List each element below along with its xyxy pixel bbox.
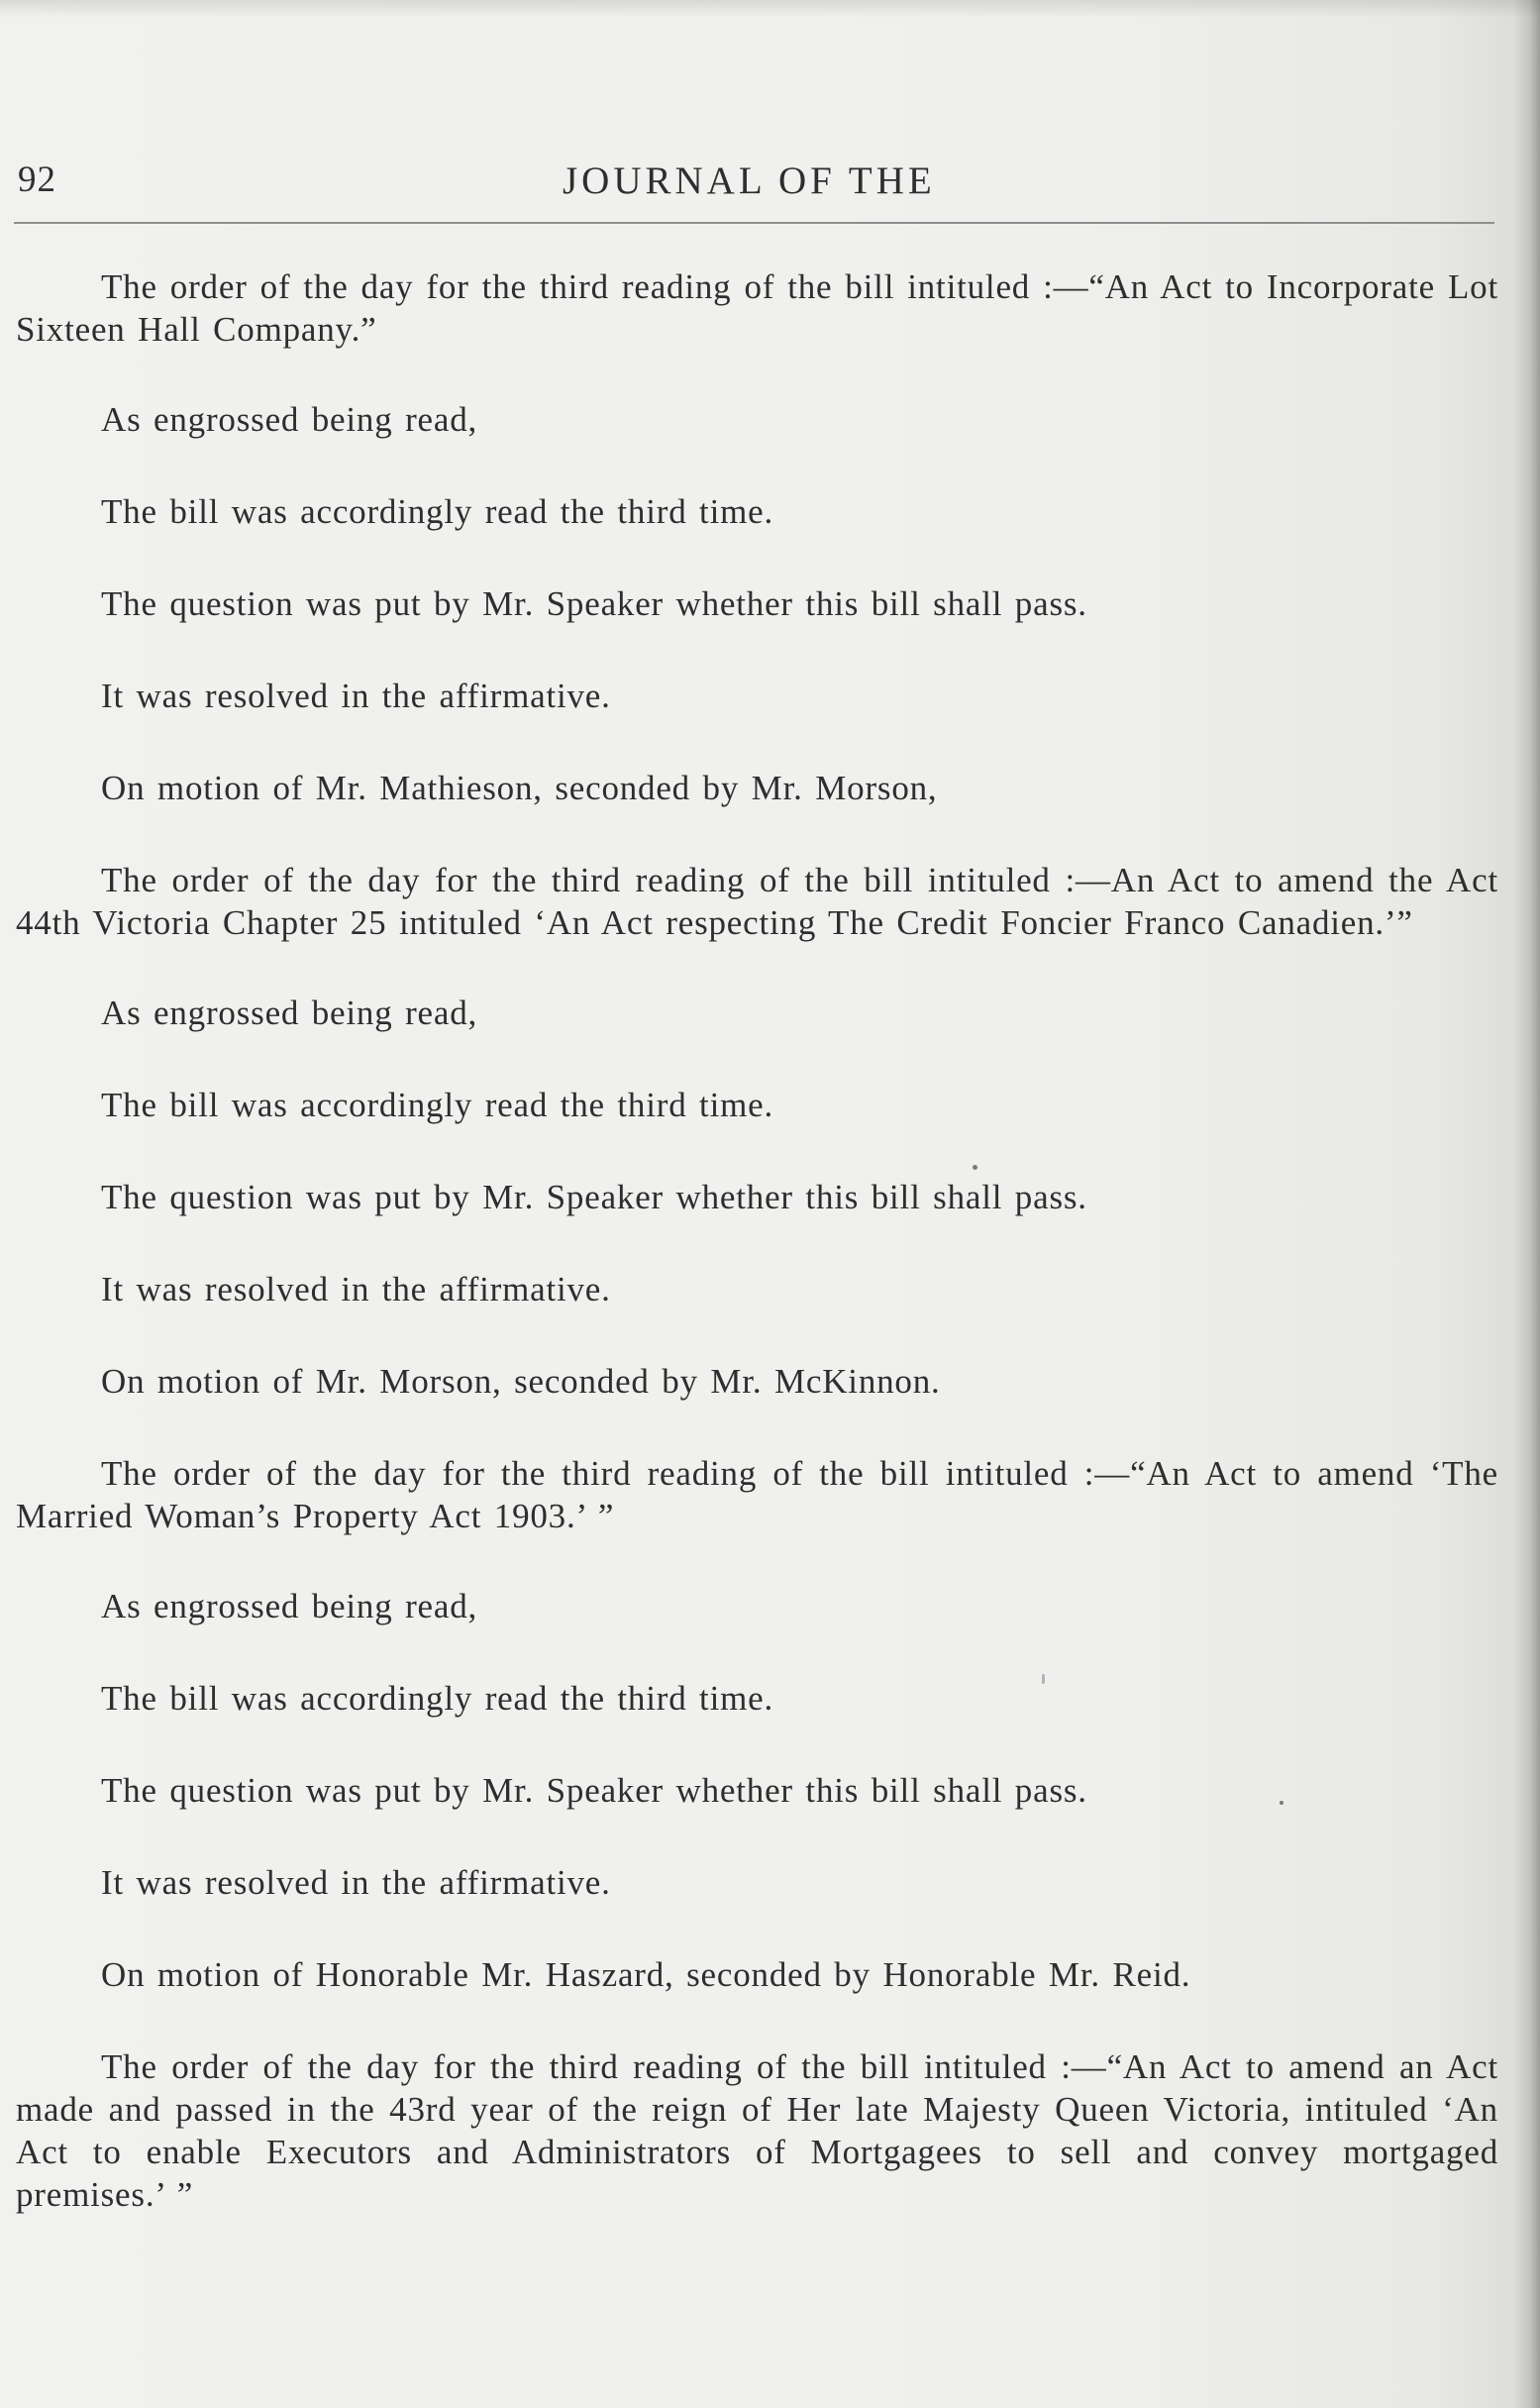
print-speck: [1280, 1801, 1283, 1805]
running-head: JOURNAL OF THE: [563, 159, 936, 202]
question-paragraph: The question was put by Mr. Speaker whether this bill shall pass.: [101, 1178, 1087, 1216]
motion-paragraph: On motion of Honorable Mr. Haszard, seconded by Honorable Mr. Reid.: [101, 1955, 1191, 1994]
resolution-paragraph: It was resolved in the affirmative.: [101, 677, 611, 715]
bill-order-paragraph: The order of the day for the third reading of the bill intituled :—“An Act to amend ‘The Married Woman’s Property Act 1903.’ ”: [16, 1454, 1498, 1535]
bill-order-paragraph: The order of the day for the third reading of the bill intituled :—“An Act to Incorporate Lot Sixteen Hall Company.”: [16, 267, 1498, 349]
resolution-paragraph: It was resolved in the affirmative.: [101, 1863, 611, 1902]
motion-paragraph: On motion of Mr. Mathieson, seconded by Mr. Morson,: [101, 769, 938, 807]
question-paragraph: The question was put by Mr. Speaker whether this bill shall pass.: [101, 584, 1087, 623]
page-top-shadow: [0, 0, 1540, 18]
bill-order-paragraph: The order of the day for the third reading of the bill intituled :—“An Act to amend an Act made and passed in the 43rd year of the reign of Her late Majesty Queen Victoria, intituled ‘An Act to enable Executors and Administrators of Mortgagees to sell and convey mortgaged premises.’ ”: [16, 2047, 1498, 2214]
resolution-paragraph: It was resolved in the affirmative.: [101, 1270, 611, 1309]
engrossed-paragraph: As engrossed being read,: [101, 1587, 478, 1625]
question-paragraph: The question was put by Mr. Speaker whether this bill shall pass.: [101, 1771, 1087, 1810]
page-binding-edge-shadow: [1514, 0, 1540, 2408]
header-rule: [14, 222, 1494, 224]
print-speck: [973, 1165, 977, 1170]
bill-order-paragraph: The order of the day for the third reading of the bill intituled :—An Act to amend the Act 44th Victoria Chapter 25 intituled ‘An Act respecting The Credit Foncier Franco Canadien.’”: [16, 861, 1498, 942]
third-reading-paragraph: The bill was accordingly read the third time.: [101, 1086, 774, 1124]
engrossed-paragraph: As engrossed being read,: [101, 400, 478, 439]
third-reading-paragraph: The bill was accordingly read the third time.: [101, 492, 774, 531]
third-reading-paragraph: The bill was accordingly read the third time.: [101, 1679, 774, 1718]
page-header: [0, 158, 1540, 208]
print-speck: [1042, 1674, 1045, 1684]
journal-body: [16, 265, 1498, 2263]
page-number: 92: [18, 159, 56, 200]
motion-paragraph: On motion of Mr. Morson, seconded by Mr. McKinnon.: [101, 1362, 941, 1401]
engrossed-paragraph: As engrossed being read,: [101, 994, 478, 1032]
